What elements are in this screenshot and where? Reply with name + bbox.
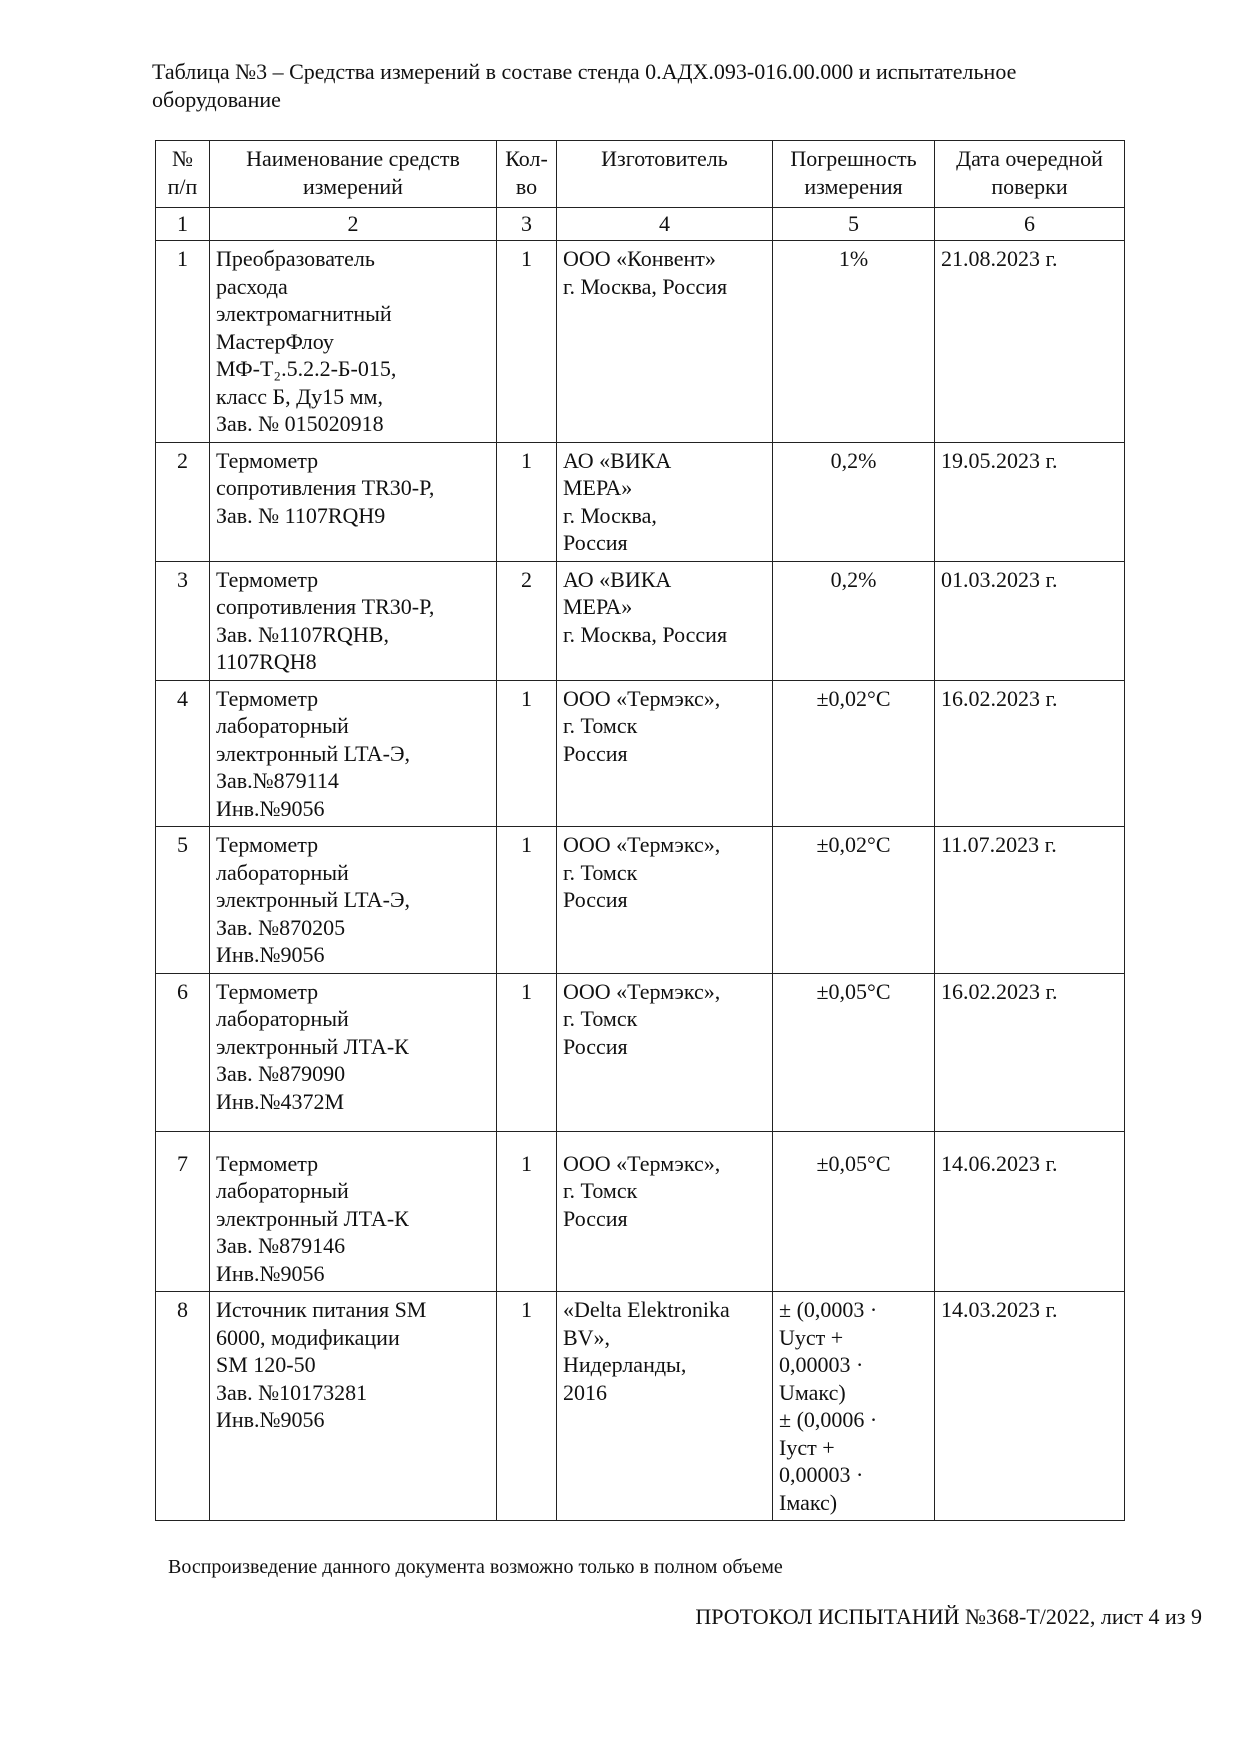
header-line: измерения [804,173,903,199]
cell-line: Термометр [216,566,319,592]
cell-line: Зав. №870205 [216,914,346,940]
header-line: Погрешность [790,146,917,171]
cell-line: ±0,02°C [816,685,891,711]
column-number-row [156,208,1125,241]
cell-line: расхода [216,273,288,299]
row-number: 4 [156,680,210,827]
manufacturer [557,1292,773,1521]
table-row [156,680,1125,827]
cell-line: Зав. № 015020918 [216,411,384,436]
cell-line: 1% [838,246,869,271]
manufacturer [557,827,773,974]
cell-line: ±0,05°C [816,978,891,1004]
cell-line: лабораторный [216,1006,349,1031]
next-verification-date: 11.07.2023 г. [935,827,1125,974]
next-verification-date: 19.05.2023 г. [935,442,1125,561]
cell-line: Зав.№879114 [216,768,339,793]
cell-line: Iмакс) [779,1489,838,1515]
quantity: 1 [497,442,557,561]
reproduction-note: Воспроизведение данного документа возможно только в полном объеме [168,1556,783,1578]
cell-line: г. Москва, [563,502,657,528]
cell-line: SM 120-50 [216,1352,316,1377]
cell-line: Термометр [216,447,319,473]
cell-line: АО «ВИКА [563,566,672,592]
measurement-error [773,241,935,443]
manufacturer [557,442,773,561]
header-line: Кол- [505,146,548,171]
cell-line: Зав. №879146 [216,1233,346,1258]
cell-line: лабораторный [216,859,349,885]
quantity: 1 [497,827,557,974]
cell-line: ±0,02°C [816,832,891,857]
column-number: 3 [497,208,557,241]
header-line: Наименование средств [246,146,460,171]
row-number: 1 [156,241,210,443]
row-number: 7 [156,1131,210,1292]
instrument-name [210,827,497,974]
measurement-error [773,1292,935,1521]
column-number: 4 [557,208,773,241]
cell-line: 6000, модификации [216,1324,400,1350]
cell-line: электронный ЛТА-К [216,1033,409,1059]
cell-line: класс Б, Ду15 мм, [216,383,383,409]
row-number: 6 [156,973,210,1131]
measurement-error [773,680,935,827]
cell-line: ООО «Конвент» [563,246,716,271]
caption-line-2: оборудование [152,87,281,112]
cell-line: BV», [563,1324,611,1350]
column-number: 1 [156,208,210,241]
cell-line: Инв.№9056 [216,1407,325,1432]
instrument-name [210,973,497,1131]
cell-line: ± (0,0006 · [779,1407,878,1432]
cell-line: Инв.№9056 [216,1260,325,1286]
header-line: п/п [167,173,198,199]
header-line: поверки [991,173,1068,199]
cell-line: Инв.№4372М [216,1088,345,1114]
cell-line: г. Томск [563,1178,638,1203]
cell-line: Инв.№9056 [216,942,325,967]
manufacturer [557,241,773,443]
measurement-error [773,561,935,680]
header-line: Изготовитель [601,146,728,171]
cell-line: электронный ЛТА-К [216,1205,409,1231]
cell-line: АО «ВИКА [563,447,672,473]
table-row [156,442,1125,561]
cell-line: Россия [563,1033,628,1059]
cell-line: г. Томск [563,859,638,885]
cell-line: 0,00003 · [779,1462,864,1487]
cell-line: Iуст + [779,1434,835,1460]
cell-line: 0,2% [830,447,877,473]
cell-line: Термометр [216,978,319,1004]
cell-line: сопротивления TR30-P, [216,594,435,619]
header-line: Дата очередной [956,146,1103,171]
table-row [156,561,1125,680]
header-line: во [515,173,538,199]
cell-line: ООО «Термэкс», [563,832,721,857]
cell-line: ООО «Термэкс», [563,1150,721,1176]
cell-line: 0,00003 · [779,1352,864,1377]
quantity: 1 [497,1131,557,1292]
table-row [156,827,1125,974]
cell-line: электронный LTA-Э, [216,887,411,912]
table-row [156,241,1125,443]
cell-line: лабораторный [216,713,349,738]
cell-line: «Delta Elektronika [563,1297,730,1322]
cell-line: МЕРА» [563,475,633,500]
row-number: 8 [156,1292,210,1521]
quantity: 1 [497,241,557,443]
table-row [156,973,1125,1131]
header-num [156,141,210,208]
instrument-name [210,241,497,443]
next-verification-date: 14.06.2023 г. [935,1131,1125,1292]
cell-line: Зав. № 1107RQH9 [216,502,386,528]
cell-line: г. Томск [563,713,638,738]
table-row [156,1292,1125,1521]
header-date [935,141,1125,208]
cell-line: Термометр [216,1150,319,1176]
header-line: № [172,146,193,171]
table-header-row [156,141,1125,208]
cell-line: электронный LTA-Э, [216,740,411,766]
cell-line: МЕРА» [563,594,633,619]
instrument-name [210,680,497,827]
cell-line: 1107RQH8 [216,649,317,674]
cell-line: ООО «Термэкс», [563,978,721,1004]
cell-line: г. Томск [563,1006,638,1031]
protocol-page-footer: ПРОТОКОЛ ИСПЫТАНИЙ №368-Т/2022, лист 4 из 9 [695,1604,1202,1629]
table-row [156,1131,1125,1292]
header-error [773,141,935,208]
instrument-name [210,442,497,561]
quantity: 1 [497,680,557,827]
header-maker [557,141,773,208]
cell-line: электромагнитный [216,301,392,326]
cell-line: ± (0,0003 · [779,1297,878,1322]
cell-line: Нидерланды, [563,1352,687,1377]
row-number: 2 [156,442,210,561]
next-verification-date: 14.03.2023 г. [935,1292,1125,1521]
cell-line: сопротивления TR30-P, [216,475,435,500]
cell-line: г. Москва, Россия [563,273,728,299]
cell-line: 2016 [563,1379,607,1405]
cell-line: Россия [563,887,628,912]
header-qty [497,141,557,208]
table-caption [152,58,1142,114]
column-number: 2 [210,208,497,241]
next-verification-date: 16.02.2023 г. [935,680,1125,827]
instrument-name [210,1131,497,1292]
instrument-name [210,1292,497,1521]
manufacturer [557,1131,773,1292]
quantity: 1 [497,973,557,1131]
measurement-error [773,1131,935,1292]
instruments-table [155,140,1125,1521]
measurement-error [773,973,935,1131]
cell-line: Инв.№9056 [216,795,325,821]
header-line: измерений [303,173,403,199]
cell-line: Источник питания SM [216,1297,427,1322]
next-verification-date: 01.03.2023 г. [935,561,1125,680]
cell-line: Россия [563,1205,628,1231]
cell-line: Термометр [216,832,319,857]
cell-line: г. Москва, Россия [563,621,728,647]
manufacturer [557,973,773,1131]
next-verification-date: 21.08.2023 г. [935,241,1125,443]
header-name [210,141,497,208]
cell-line: ООО «Термэкс», [563,685,721,711]
measurement-error [773,442,935,561]
cell-line: 0,2% [830,566,877,592]
cell-line: Россия [563,530,628,555]
row-number: 5 [156,827,210,974]
next-verification-date: 16.02.2023 г. [935,973,1125,1131]
cell-line: Россия [563,740,628,766]
cell-line: лабораторный [216,1178,349,1203]
cell-line: Uуст + [779,1324,844,1350]
cell-line: Зав. №10173281 [216,1379,368,1405]
manufacturer [557,680,773,827]
cell-line: Зав. №879090 [216,1061,346,1086]
cell-line: ±0,05°C [816,1150,891,1176]
cell-line: Термометр [216,685,319,711]
column-number: 5 [773,208,935,241]
cell-line: Зав. №1107RQHB, [216,621,389,647]
cell-line: Uмакс) [779,1379,846,1405]
row-number: 3 [156,561,210,680]
measurement-error [773,827,935,974]
quantity: 1 [497,1292,557,1521]
cell-line: МФ-Т₂.5.2.2-Б-015, [216,356,397,381]
cell-line: Преобразователь [216,246,375,271]
column-number: 6 [935,208,1125,241]
manufacturer [557,561,773,680]
caption-line-1: Таблица №3 – Средства измерений в составе стенда 0.АДХ.093-016.00.000 и испытательное [152,59,1017,84]
quantity: 2 [497,561,557,680]
instrument-name [210,561,497,680]
cell-line: МастерФлоу [216,328,334,354]
